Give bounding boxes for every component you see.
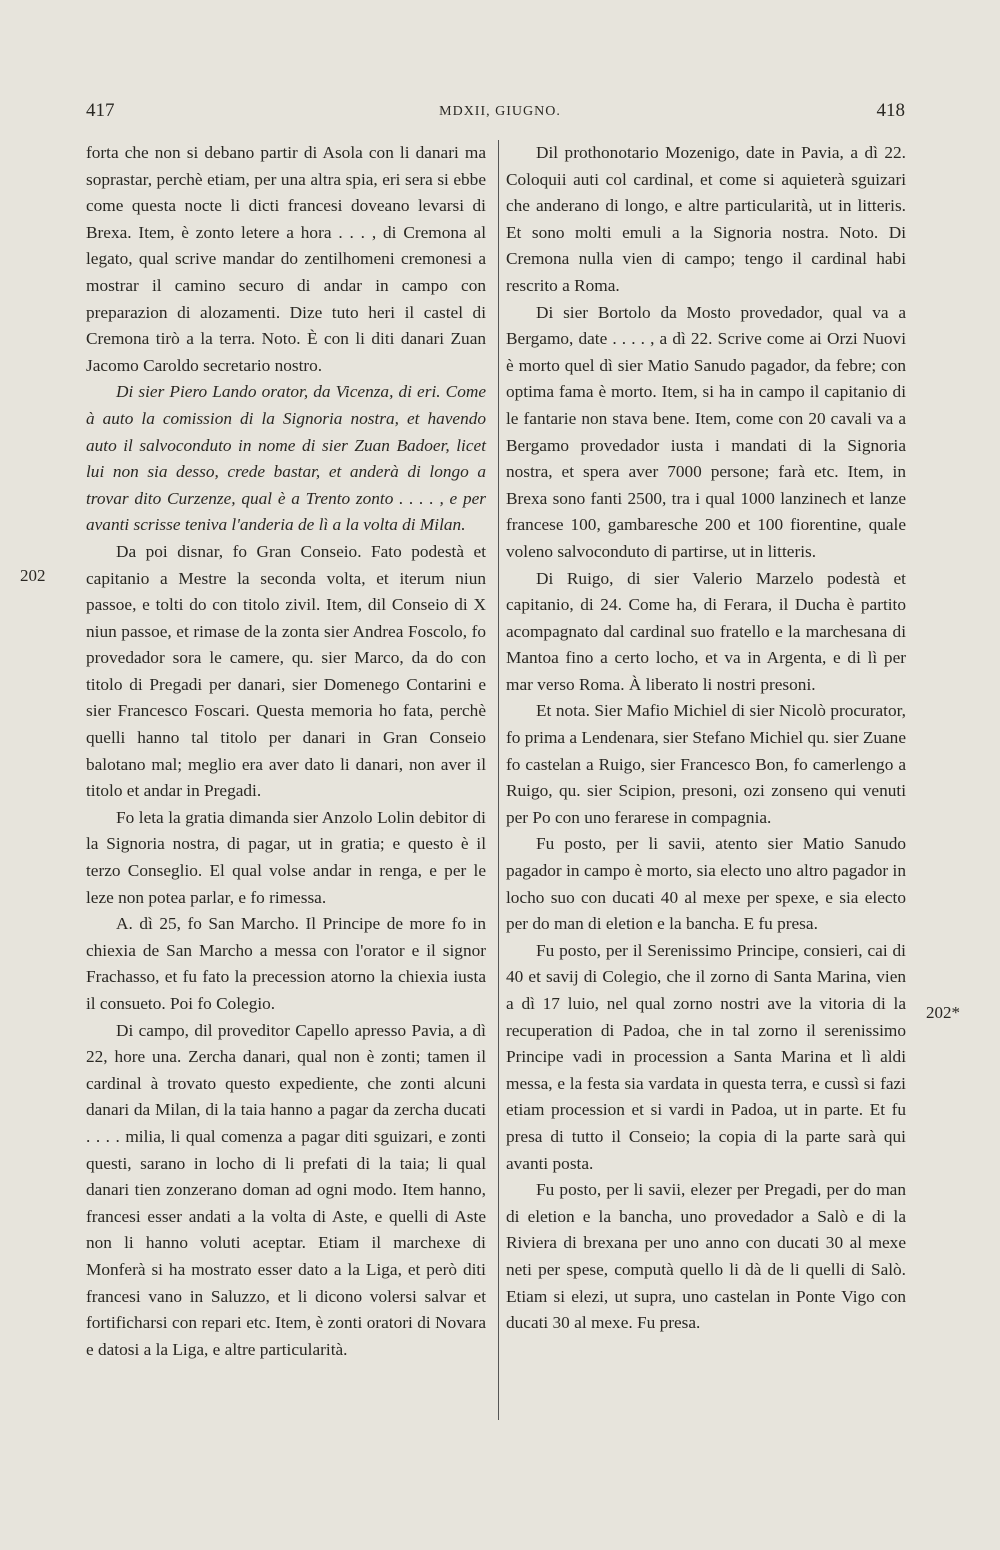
paragraph: Di sier Piero Lando orator, da Vicenza, di eri. Come à auto la comission di la Signoria nostra, et havendo auto il salvoconduto in nome di sier Zuan Badoer, licet lui non sia desso, crede bastar, et anderà di longo a trovar dito Curzenze, qual è a Trento zonto . . . . , e per avanti scrisse teniva l'anderia de lì a la volta di Milan. [86, 382, 486, 535]
paragraph: Di campo, dil proveditor Capello apresso Pavia, a dì 22, hore una. Zercha danari, qual non è zonti; tamen il cardinal à trovato questo expediente, che zonti alcuni danari da Milan, di la taia hanno a pagar da zercha ducati . . . . milia, li qual comenza a pagar diti sguizari, e zonti questi, sarano in locho di li prefati di la taia; li qual danari tien zonzerano doman ad ogni modo. Item hanno, francesi esser andati a la volta di Aste, e quelli di Aste non li hanno voluti aceptar. Etiam il marchexe di Monferà si ha mostrato esser dato a la Liga, et però diti francesi vano in Saluzzo, et li dicono volersi salvar et fortificharsi con repari etc. Item, è zonti oratori di Novara e datosi a la Liga, e altre particularità. [86, 1020, 486, 1359]
paragraph: forta che non si debano partir di Asola con li danari ma soprastar, perchè etiam, per una altra spia, eri sera si ebbe come questa nocte li dicti francesi doveano levarsi di Brexa. Item, è zonto letere a hora . . . , di Cremona al legato, qual scrive mandar do zentilhomeni cremonesi a mostrar il camino securo di andar in campo con preparazion di alozamenti. Dize tuto heri il castel di Cremona tirò a la terra. Noto. È con li diti danari Zuan Jacomo Caroldo secretario nostro. [86, 143, 486, 375]
left-column [86, 140, 486, 1363]
paragraph: Fu posto, per li savii, elezer per Pregadi, per do man di eletion e la bancha, uno provedador a Salò e di la Riviera di brexana per uno anno con ducati 30 al mexe neti per spese, computà quello li dà de li quelli di Salò. Etiam si elezi, ut supra, uno castelan in Ponte Vigo con ducati 30 al mexe. Fu presa. [506, 1180, 906, 1333]
paragraph: Fo leta la gratia dimanda sier Anzolo Lolin debitor di la Signoria nostra, di pagar, ut in gratia; e questo è il terzo Conseglio. El qual volse andar in renga, e per le leze non potea parlar, e fo rimessa. [86, 807, 486, 907]
page-number-right: 418 [876, 100, 905, 121]
margin-note-right: 202* [926, 1003, 960, 1022]
column-divider [498, 140, 499, 1420]
paragraph: Da poi disnar, fo Gran Conseio. Fato podestà et capitanio a Mestre la seconda volta, et iterum niun passoe, e tolti do con titolo zivil. Item, dil Conseio di X niun passoe, et rimase de la zonta sier Andrea Foscolo, fo provedador sora le camere, qu. sier Marco, da do con titolo di Pregadi per danari, sier Domenego Contarini e sier Francesco Foscari. Questa memoria ho fata, perchè quelli hanno tal titolo per danari in Gran Conseio balotano mal; meglio era aver dato li danari, non aver il titolo et andar in Pregadi. [86, 541, 486, 801]
paragraph: Di Ruigo, di sier Valerio Marzelo podestà et capitanio, di 24. Come ha, di Ferara, il Ducha è partito acompagnato dal cardinal suo fratello e la marchesana di Mantoa fino a certo locho, et va in Argenta, e di lì per mar verso Roma. À liberato li nostri presoni. [506, 568, 906, 694]
margin-note-left: 202 [20, 566, 46, 585]
right-column [506, 140, 906, 1337]
paragraph: Et nota. Sier Mafio Michiel di sier Nicolò procurator, fo prima a Lendenara, sier Stefano Michiel qu. sier Zuane fo castelan a Ruigo, sier Francesco Bon, fo camerlengo a Ruigo, qu. sier Scipion, presoni, ozi zonseno qui venuti per Po con uno ferarese in compagnia. [506, 701, 906, 827]
page-number-left: 417 [86, 100, 115, 121]
paragraph: Dil prothonotario Mozenigo, date in Pavia, a dì 22. Coloquii auti col cardinal, et come si aquieterà sguizari che anderano di longo, e altre particularità, ut in litteris. Et sono molti emuli a la Signoria nostra. Noto. Di Cremona nulla vien di campo; tengo il cardinal habi rescrito a Roma. [506, 143, 906, 295]
paragraph: A. dì 25, fo San Marcho. Il Principe de more fo in chiexia de San Marcho a messa con l'orator e il signor Frachasso, et fu fato la precession atorno la chiexia iusta il consueto. Poi fo Colegio. [86, 914, 486, 1013]
running-title: MDXII, GIUGNO. [439, 104, 561, 119]
paragraph: Fu posto, per li savii, atento sier Matio Sanudo pagador in campo è morto, sia electo uno altro pagador in locho suo con ducati 40 al mexe per spexe, e sia electo per do man di eletion e la bancha. E fu presa. [506, 834, 906, 934]
paragraph: Di sier Bortolo da Mosto provedador, qual va a Bergamo, date . . . . , a dì 22. Scrive come ai Orzi Nuovi è morto quel dì sier Matio Sanudo pagador, da febre; con optima fama è morto. Item, si ha in campo il capitanio di le fantarie non stava bene. Item, come con 20 cavali va a Bergamo provedador iusta i mandati di la Signoria nostra, et spera aver 7000 persone; farà etc. Item, in Brexa sono fanti 2500, tra i qual 1000 lanzinech et lanze francese 100, gambaresche 200 et 100 fiorentine, quale voleno salvoconduto di partirse, ut in litteris. [506, 302, 906, 561]
paragraph: Fu posto, per il Serenissimo Principe, consieri, cai di 40 et savij di Colegio, che il zorno di Santa Marina, vien a dì 17 luio, nel qual zorno nostri ave la vitoria di la recuperation di Padoa, che in tal zorno il serenissimo Principe vadi in procession a Santa Marina et lì aldi messa, e la festa sia vardata in questa terra, e cussì si fazi etiam procession et si vardi in Padoa, ut in parte. Et fu presa di tutto il Conseio; la copia di la parte sarà qui avanti posta. [506, 940, 906, 1173]
